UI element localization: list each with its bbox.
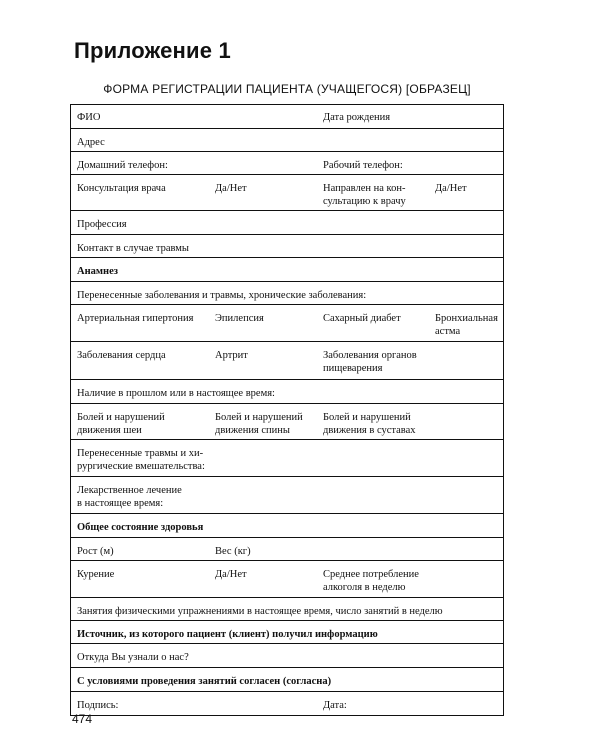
neck-pain-label: Болей и нарушений движения шеи [77,412,165,436]
joint-pain-label: Болей и нарушений движения в суставах [323,412,416,436]
row-medication [71,476,503,513]
form-title: ФОРМА РЕГИСТРАЦИИ ПАЦИЕНТА (УЧАЩЕГОСЯ) [ОБРАЗЕЦ] [103,82,471,96]
consultation-label: Консультация врача [77,183,166,194]
row-consent [71,667,503,691]
row-pain [71,403,503,439]
height-label: Рост (м) [77,546,114,557]
date-label: Дата: [323,700,347,711]
row-past-diseases [71,281,503,304]
referred-yes-no: Да/Нет [435,183,467,194]
birth-date-label: Дата рождения [323,112,391,123]
signature-label: Подпись: [77,700,119,711]
row-anamnesis [71,257,503,281]
row-smoking-alcohol [71,560,503,597]
injuries-surgery-label: Перенесенные травмы и хи- рургические вмешательства: [77,448,205,472]
row-address [71,128,503,151]
row-general-health [71,513,503,537]
home-phone-label: Домашний телефон: [77,160,168,171]
back-pain-label: Болей и нарушений движения спины [215,412,303,436]
row-signature [71,691,503,715]
row-consultation [71,174,503,210]
smoking-yes-no: Да/Нет [215,569,247,580]
row-fio [71,105,503,128]
address-label: Адрес [77,137,105,148]
row-exercise [71,597,503,620]
general-health-heading: Общее состояние здоровья [77,522,204,533]
source-heading: Источник, из которого пациент (клиент) получил информацию [77,629,378,640]
digestive-label: Заболевания органов пищеварения [323,350,417,374]
row-phones [71,151,503,174]
consultation-yes-no: Да/Нет [215,183,247,194]
profession-label: Профессия [77,219,127,230]
asthma-label: Бронхиальная астма [435,313,498,337]
emergency-contact-label: Контакт в случае травмы [77,243,189,254]
referred-label: Направлен на кон- сультацию к врачу [323,183,406,207]
diabetes-label: Сахарный диабет [323,313,401,324]
alcohol-label: Среднее потребление алкоголя в неделю [323,569,419,593]
fio-label: ФИО [77,112,101,123]
presence-label: Наличие в прошлом или в настоящее время: [77,388,275,399]
weight-label: Вес (кг) [215,546,251,557]
row-conditions-2 [71,341,503,379]
arthritis-label: Артрит [215,350,248,361]
medication-label: Лекарственное лечение в настоящее время: [77,485,182,509]
exercise-label: Занятия физическими упражнениями в настоящее время, число занятий в неделю [77,606,443,617]
work-phone-label: Рабочий телефон: [323,160,403,171]
heart-disease-label: Заболевания сердца [77,350,166,361]
row-profession [71,210,503,234]
row-source [71,620,503,643]
how-found-label: Откуда Вы узнали о нас? [77,652,189,663]
anamnesis-heading: Анамнез [77,266,118,277]
row-how-found [71,643,503,667]
smoking-label: Курение [77,569,115,580]
epilepsy-label: Эпилепсия [215,313,264,324]
registration-form [70,104,504,716]
row-emergency-contact [71,234,503,257]
row-presence [71,379,503,403]
appendix-title: Приложение 1 [74,38,231,63]
row-injuries-surgery [71,439,503,476]
row-height-weight [71,537,503,560]
hypertension-label: Артериальная гипертония [77,313,194,324]
consent-heading: С условиями проведения занятий согласен (согласна) [77,676,332,687]
page-number: 474 [72,712,93,726]
past-diseases-label: Перенесенные заболевания и травмы, хронические заболевания: [77,290,367,301]
row-conditions-1 [71,304,503,341]
